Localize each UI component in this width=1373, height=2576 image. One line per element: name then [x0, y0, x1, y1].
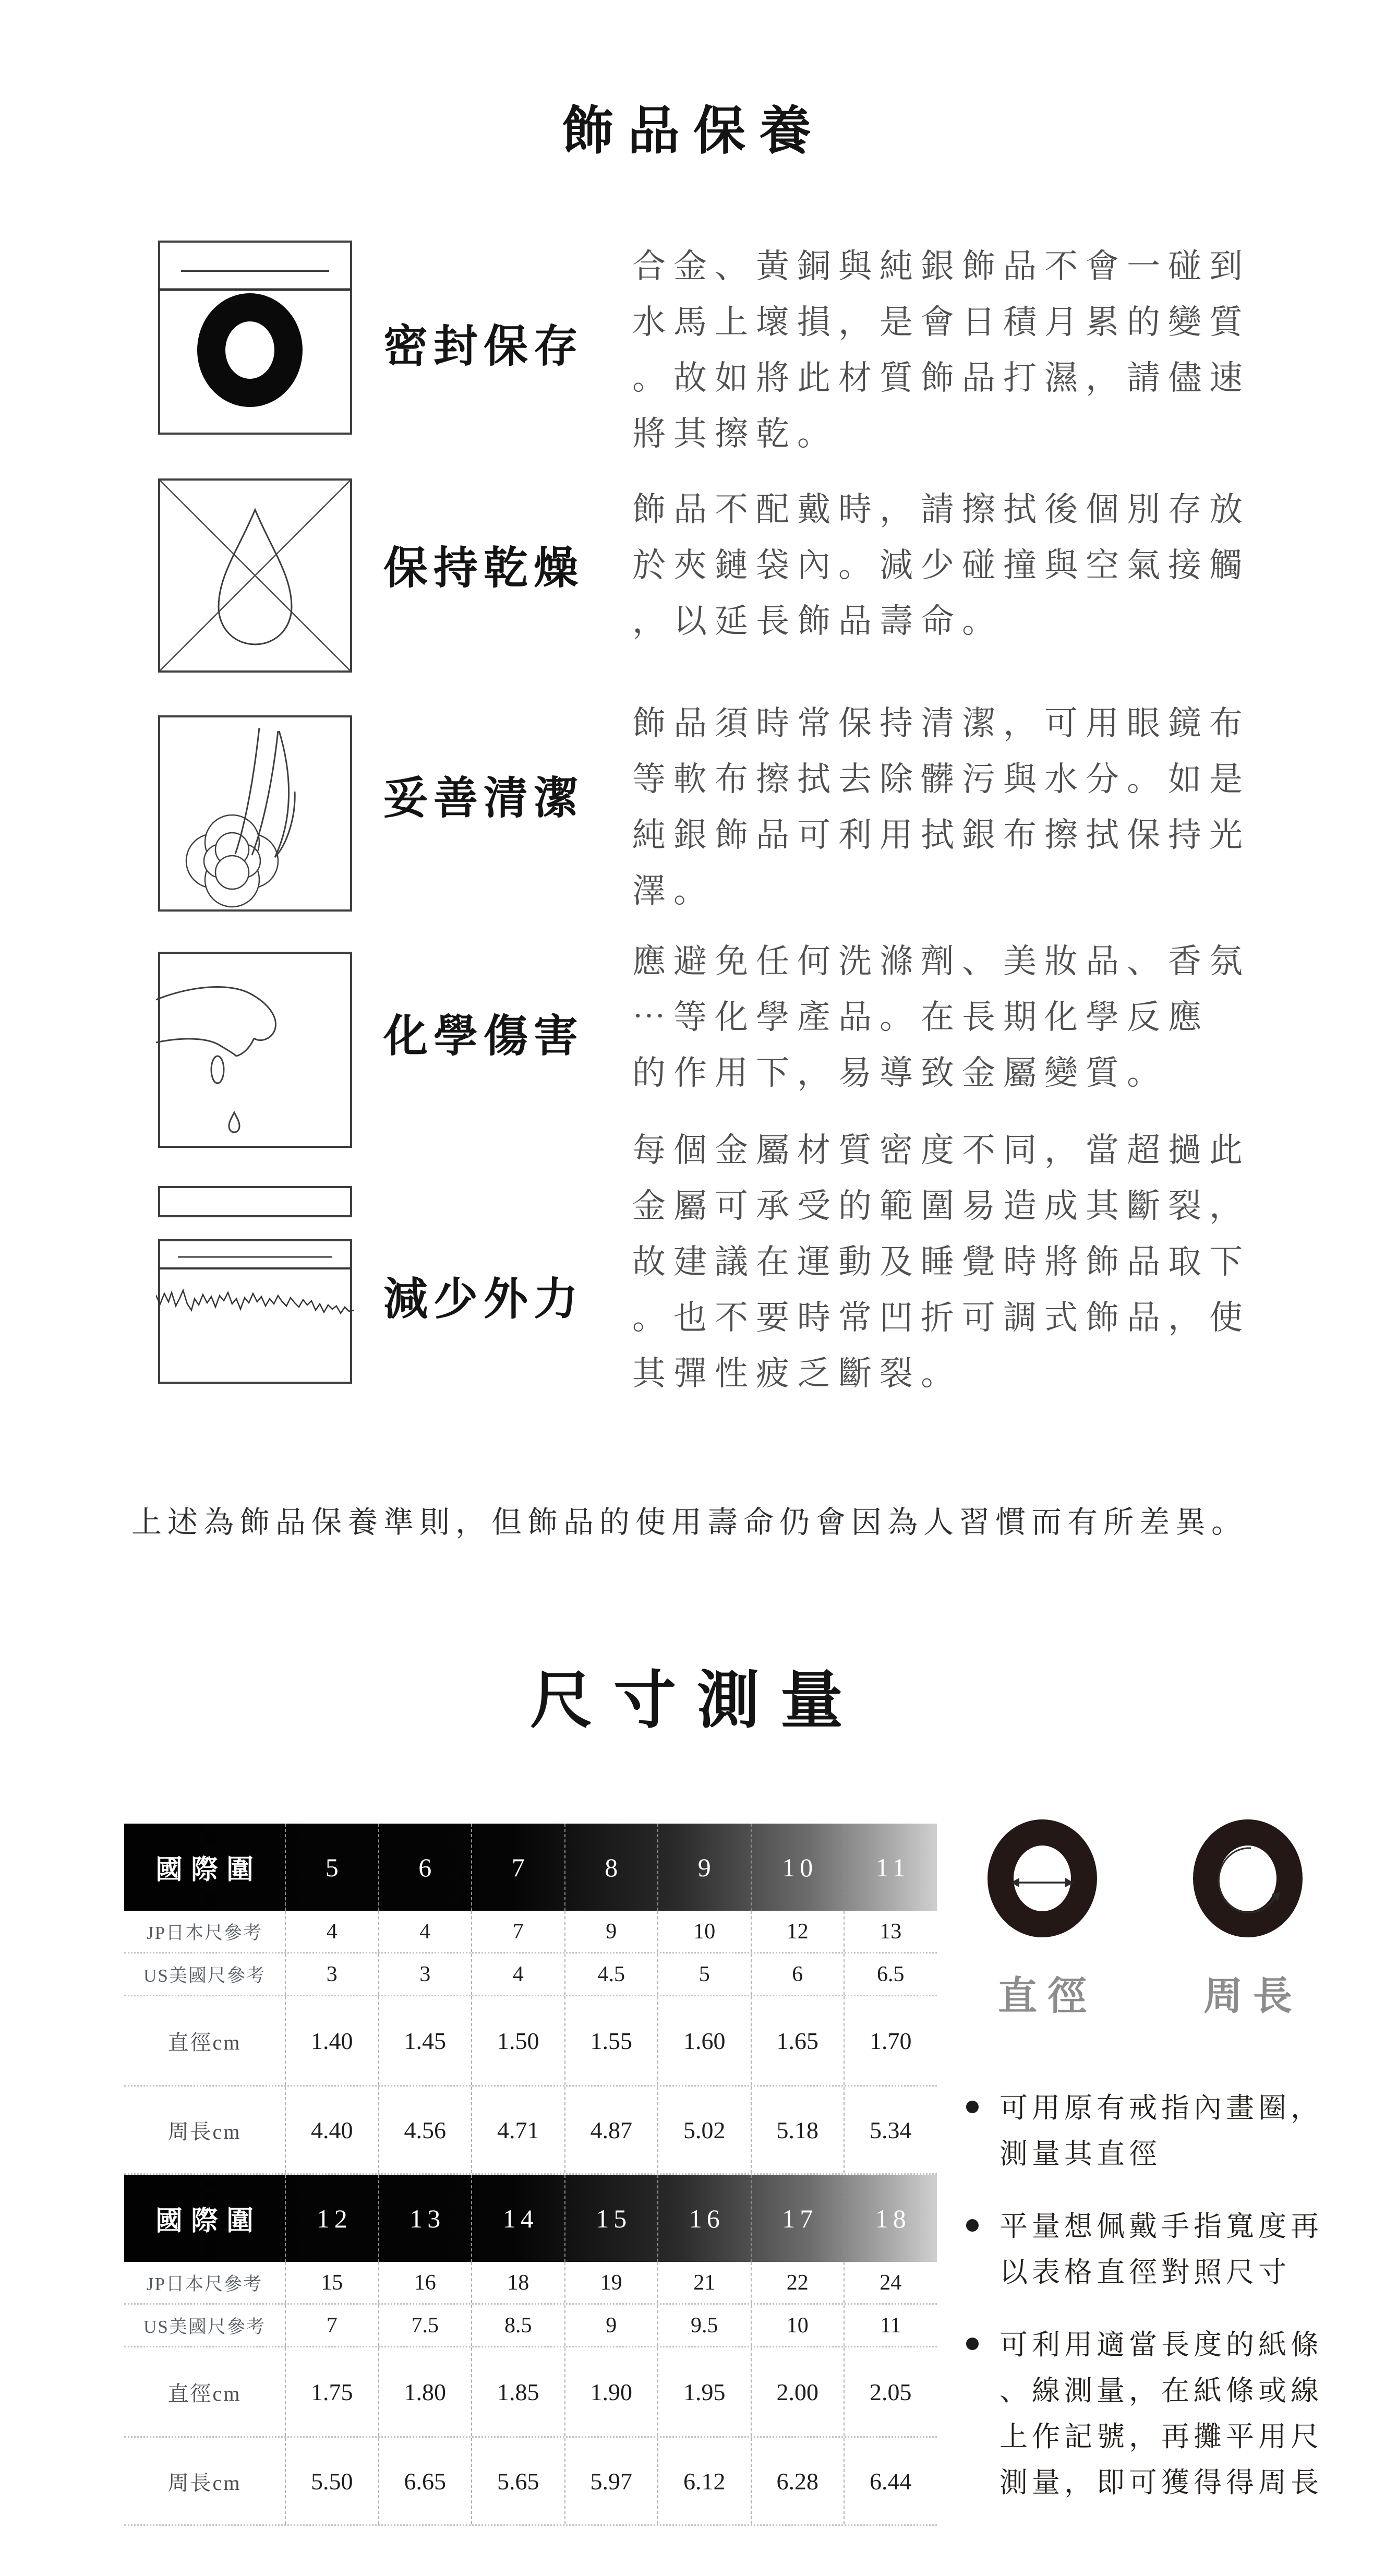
size-value: 4.40	[285, 2087, 378, 2173]
care-section-paragraph	[632, 1122, 1326, 1401]
size-value: 7.5	[378, 2305, 472, 2346]
text-line: 飾品不配戴時，請擦拭後個別存放	[632, 491, 1250, 528]
row-label: US美國尺參考	[143, 1965, 266, 1986]
size-value: 1.55	[564, 1996, 658, 2085]
text-line: 可利用適當長度的紙條	[999, 2329, 1323, 2361]
text-line: 澤。	[632, 872, 715, 909]
intl-size-value: 13	[378, 2175, 472, 2262]
ring-size-table-1	[124, 1824, 937, 2175]
zip-bag-ring-icon	[156, 238, 354, 437]
measure-tip-text	[999, 2085, 1359, 2177]
table-row	[124, 2303, 937, 2346]
intl-size-value: 10	[751, 1824, 844, 1911]
intl-size-value: 5	[285, 1824, 378, 1911]
size-value: 7	[285, 2305, 378, 2346]
size-value: 1.80	[378, 2347, 472, 2436]
size-value: 3	[378, 1954, 472, 1995]
ring-circumference-label: 周長	[1203, 1975, 1303, 2018]
size-value: 4.5	[564, 1954, 658, 1995]
text-line: 平量想佩戴手指寬度再	[999, 2211, 1323, 2242]
size-value: 22	[751, 2262, 844, 2303]
care-section-label: 保持乾燥	[383, 544, 584, 593]
text-line: 。故如將此材質飾品打濕，請儘速	[632, 360, 1250, 397]
text-line: 飾品須時常保持清潔，可用眼鏡布	[632, 705, 1250, 742]
bullet-dot-icon	[966, 2338, 979, 2350]
hand-wipe-cloth-icon	[156, 713, 354, 914]
size-value: 1.90	[564, 2347, 658, 2436]
size-value: 7	[471, 1911, 564, 1952]
size-value: 5.02	[657, 2087, 751, 2173]
table-row	[124, 2346, 937, 2436]
size-value: 2.05	[844, 2347, 937, 2436]
size-value: 4	[471, 1954, 564, 1995]
text-line: 每個金屬材質密度不同，當超撾此	[632, 1132, 1250, 1169]
care-section-label: 減少外力	[383, 1275, 584, 1324]
size-value: 12	[751, 1911, 844, 1952]
table-row	[124, 2262, 937, 2303]
size-value: 15	[285, 2262, 378, 2303]
table-header-label: 國際圍	[155, 1855, 262, 1885]
text-line: ，以延長飾品壽命。	[632, 603, 1003, 640]
table-header-row	[124, 1824, 937, 1911]
care-section-paragraph	[632, 696, 1326, 919]
table-row	[124, 2085, 937, 2175]
size-value: 13	[844, 1911, 937, 1952]
intl-size-value: 12	[285, 2175, 378, 2262]
table-row	[124, 2436, 937, 2526]
row-label: 直徑cm	[167, 2030, 242, 2054]
size-value: 1.65	[751, 1996, 844, 2085]
size-value: 18	[471, 2262, 564, 2303]
care-section-paragraph	[632, 482, 1326, 649]
text-line: 應避免任何洗滌劑、美妝品、香氛	[632, 943, 1250, 980]
intl-size-value: 8	[564, 1824, 658, 1911]
text-line: 測量其直徑	[999, 2138, 1161, 2170]
size-value: 9	[564, 1911, 658, 1952]
row-label: 直徑cm	[167, 2381, 242, 2405]
measure-tip	[963, 2085, 1359, 2177]
measure-tip-text	[999, 2322, 1359, 2506]
size-value: 11	[844, 2305, 937, 2346]
size-value: 2.00	[751, 2347, 844, 2436]
size-value: 1.70	[844, 1996, 937, 2085]
measure-tip-text	[999, 2203, 1359, 2295]
care-section-label: 化學傷害	[383, 1012, 584, 1061]
zip-bag-shock-icon	[156, 1186, 354, 1385]
size-value: 4.56	[378, 2087, 472, 2173]
care-section-label: 妥善清潔	[383, 774, 584, 823]
table-row	[124, 1911, 937, 1952]
size-value: 5	[657, 1954, 751, 1995]
bullet-dot-icon	[966, 2219, 979, 2232]
size-value: 4	[285, 1911, 378, 1952]
ring-diameter-icon	[984, 1819, 1101, 1942]
intl-size-value: 17	[751, 2175, 844, 2262]
intl-size-value: 14	[471, 2175, 564, 2262]
ring-diameter-label: 直徑	[997, 1975, 1097, 2018]
text-line: 其彈性疲乏斷裂。	[632, 1355, 962, 1392]
size-value: 16	[378, 2262, 472, 2303]
intl-size-value: 15	[564, 2175, 658, 2262]
size-value: 4	[378, 1911, 472, 1952]
size-value: 6.5	[844, 1954, 937, 1995]
text-line: 的作用下，易導致金屬變質。	[632, 1055, 1168, 1092]
text-line: ⋯等化學產品。在長期化學反應	[632, 999, 1209, 1036]
table-header-label: 國際圍	[155, 2207, 262, 2236]
text-line: 合金、黃銅與純銀飾品不會一碰到	[632, 248, 1250, 285]
size-value: 5.34	[844, 2087, 937, 2173]
care-section-paragraph	[632, 238, 1326, 462]
care-summary-note: 上述為飾品保養準則，但飾品的使用壽命仍會因為人習慣而有所差異。	[131, 1505, 1247, 1539]
row-label: JP日本尺參考	[146, 1922, 263, 1943]
size-value: 4.87	[564, 2087, 658, 2173]
size-value: 6.28	[751, 2438, 844, 2524]
size-value: 6.12	[657, 2438, 751, 2524]
table-header-row	[124, 2175, 937, 2262]
measure-tip	[963, 2203, 1359, 2295]
size-value: 6.44	[844, 2438, 937, 2524]
intl-size-value: 6	[378, 1824, 472, 1911]
table-row	[124, 1995, 937, 2085]
size-value: 1.95	[657, 2347, 751, 2436]
size-value: 5.18	[751, 2087, 844, 2173]
row-label: 周長cm	[167, 2471, 242, 2495]
row-label: 周長cm	[167, 2119, 242, 2143]
intl-size-value: 18	[844, 2175, 937, 2262]
hand-drip-icon	[156, 950, 354, 1150]
size-value: 1.40	[285, 1996, 378, 2085]
size-value: 4.71	[471, 2087, 564, 2173]
text-line: 等軟布擦拭去除髒污與水分。如是	[632, 761, 1250, 798]
crossed-square-drop-icon	[156, 476, 354, 675]
text-line: 將其擦乾。	[632, 415, 838, 452]
size-value: 1.60	[657, 1996, 751, 2085]
row-label: US美國尺參考	[143, 2316, 266, 2337]
measure-tip	[963, 2322, 1359, 2506]
size-section-title: 尺寸測量	[530, 1666, 864, 1735]
size-value: 1.45	[378, 1996, 472, 2085]
text-line: 於夾鏈袋內。減少碰撞與空氣接觸	[632, 547, 1250, 584]
size-value: 1.75	[285, 2347, 378, 2436]
text-line: 上作記號，再攤平用尺	[999, 2421, 1323, 2452]
text-line: 可用原有戒指內畫圈，	[999, 2092, 1323, 2124]
text-line: 。也不要時常凹折可調式飾品，使	[632, 1299, 1250, 1336]
care-section-paragraph	[632, 933, 1326, 1101]
size-value: 8.5	[471, 2305, 564, 2346]
ring-circumference-icon	[1189, 1819, 1306, 1942]
intl-size-value: 9	[657, 1824, 751, 1911]
size-value: 3	[285, 1954, 378, 1995]
size-value: 10	[657, 1911, 751, 1952]
size-value: 24	[844, 2262, 937, 2303]
intl-size-value: 11	[844, 1824, 937, 1911]
text-line: 金屬可承受的範圍易造成其斷裂，	[632, 1188, 1250, 1225]
ring-size-table-2	[124, 2175, 937, 2526]
text-line: 、線測量，在紙條或線	[999, 2375, 1323, 2406]
size-value: 6.65	[378, 2438, 472, 2524]
intl-size-value: 16	[657, 2175, 751, 2262]
size-value: 5.65	[471, 2438, 564, 2524]
size-value: 6	[751, 1954, 844, 1995]
intl-size-value: 7	[471, 1824, 564, 1911]
text-line: 水馬上壞損，是會日積月累的變質	[632, 304, 1250, 341]
care-section-label: 密封保存	[383, 322, 584, 372]
size-value: 21	[657, 2262, 751, 2303]
ring-size-tables	[124, 1824, 937, 2526]
text-line: 以表格直徑對照尺寸	[999, 2257, 1291, 2288]
size-value: 10	[751, 2305, 844, 2346]
table-row	[124, 1952, 937, 1995]
text-line: 純銀飾品可利用拭銀布擦拭保持光	[632, 817, 1250, 854]
bullet-dot-icon	[966, 2101, 979, 2113]
size-value: 1.50	[471, 1996, 564, 2085]
size-value: 1.85	[471, 2347, 564, 2436]
size-value: 19	[564, 2262, 658, 2303]
size-value: 5.97	[564, 2438, 658, 2524]
size-value: 9	[564, 2305, 658, 2346]
text-line: 測量，即可獲得得周長	[999, 2467, 1323, 2498]
page-title: 飾品保養	[562, 102, 825, 160]
text-line: 故建議在運動及睡覺時將飾品取下	[632, 1243, 1250, 1280]
size-value: 9.5	[657, 2305, 751, 2346]
row-label: JP日本尺參考	[146, 2273, 263, 2294]
size-value: 5.50	[285, 2438, 378, 2524]
